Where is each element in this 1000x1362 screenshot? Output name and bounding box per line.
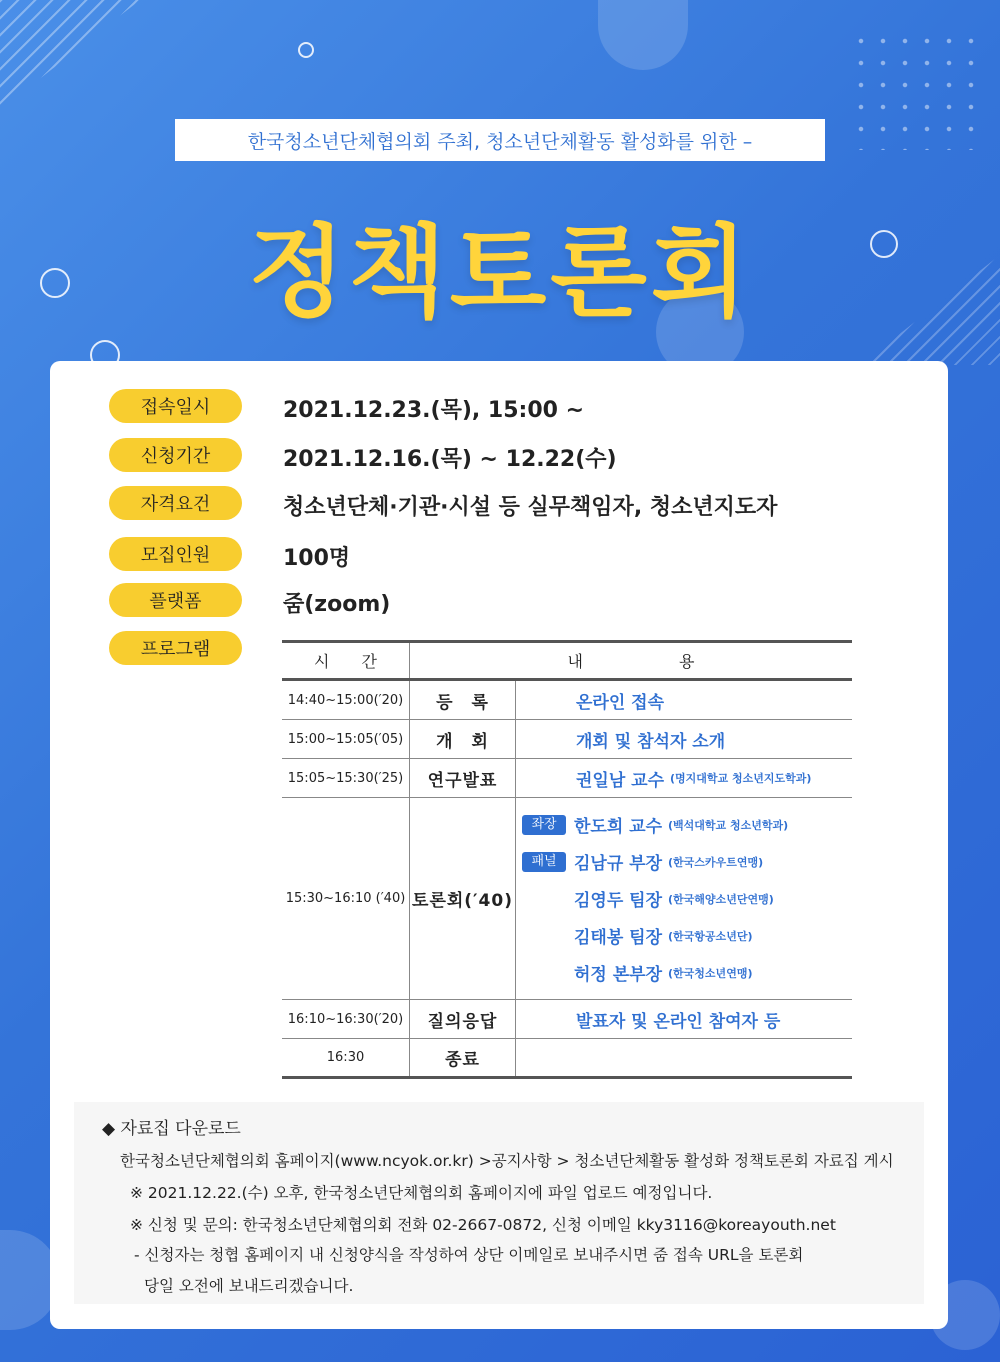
header-content: 내 용 (567, 652, 695, 671)
panel-member (522, 917, 788, 954)
table-row (282, 1039, 852, 1076)
info-row-capacity (109, 537, 242, 571)
header-time: 시 간 (282, 643, 410, 678)
label-pill: 신청기간 (109, 438, 242, 472)
info-card (50, 361, 948, 1329)
decorative-stripes (0, 0, 140, 110)
notes-line: - 신청자는 청협 홈페이지 내 신청양식을 작성하여 상단 이메일로 보내주시면 줌 접속 URL을 토론회 (134, 1246, 804, 1264)
notes-line: ※ 신청 및 문의: 한국청소년단체협의회 전화 02-2667-0872, 신청 이메일 kky3116@koreayouth.net (130, 1216, 836, 1234)
member-name: 한도희 교수 (574, 817, 663, 837)
info-value-period: 2021.12.16.(목) ~ 12.22(수) (283, 447, 617, 472)
table-row (282, 1000, 852, 1039)
row-content: 발표자 및 온라인 참여자 등 (576, 1011, 781, 1032)
label-pill: 플랫폼 (109, 583, 242, 617)
presenter-affiliation: (명지대학교 청소년지도학과) (670, 772, 812, 785)
row-time: 16:10~16:30(′20) (282, 1000, 410, 1038)
decorative-ring (298, 42, 314, 58)
member-affiliation: (한국항공소년단) (668, 929, 753, 943)
info-row-program (109, 631, 242, 665)
member-name: 허정 본부장 (574, 965, 663, 985)
notes-line: 한국청소년단체협의회 홈페이지(www.ncyok.or.kr) >공지사항 > 청소년단체활동 활성화 정책토론회 자료집 게시 (120, 1152, 894, 1170)
row-content: 온라인 접속 (576, 692, 665, 713)
subtitle-text: 한국청소년단체협의회 주최, 청소년단체활동 활성화를 위한 – (247, 130, 753, 153)
member-affiliation: (한국청소년연맹) (668, 966, 753, 980)
info-value-eligibility: 청소년단체·기관·시설 등 실무책임자, 청소년지도자 (283, 495, 778, 520)
info-row-platform (109, 583, 242, 617)
subtitle-banner (175, 119, 825, 161)
page-title: 정책토론회 (248, 214, 752, 331)
info-row-eligibility (109, 486, 242, 520)
row-kind: 개 회 (410, 720, 516, 758)
member-affiliation: (한국스카우트연맹) (668, 855, 764, 869)
label-pill: 프로그램 (109, 631, 242, 665)
info-row-period (109, 438, 242, 472)
table-row (282, 681, 852, 720)
panel-member (522, 843, 788, 880)
member-affiliation: (한국해양소년단연맹) (668, 892, 774, 906)
row-time: 16:30 (282, 1039, 410, 1076)
member-name: 김남규 부장 (574, 854, 663, 874)
info-row-datetime (109, 389, 242, 423)
role-tag: 패널 (522, 852, 566, 872)
label-pill: 모집인원 (109, 537, 242, 571)
decorative-dot-grid (850, 30, 980, 150)
label-pill: 자격요건 (109, 486, 242, 520)
row-time: 15:00~15:05(′05) (282, 720, 410, 758)
label-pill: 접속일시 (109, 389, 242, 423)
member-affiliation: (백석대학교 청소년학과) (668, 818, 789, 832)
info-value-datetime: 2021.12.23.(목), 15:00 ~ (283, 398, 585, 423)
member-name: 김영두 팀장 (574, 891, 663, 911)
role-tag: 좌장 (522, 815, 566, 835)
decorative-circle (598, 0, 688, 70)
member-name: 김태봉 팀장 (574, 928, 663, 948)
row-time: 15:05~15:30(′25) (282, 759, 410, 797)
info-value-platform: 줌(zoom) (283, 592, 391, 617)
row-content (516, 759, 852, 797)
row-content: 개회 및 참석자 소개 (576, 731, 726, 752)
program-table (282, 640, 852, 1079)
presenter-name: 권일남 교수 (576, 770, 665, 791)
row-kind: 등 록 (410, 681, 516, 719)
notes-box (74, 1102, 924, 1304)
notes-line: ※ 2021.12.22.(수) 오후, 한국청소년단체협의회 홈페이지에 파일 업로드 예정입니다. (130, 1184, 713, 1202)
panel-list (516, 798, 788, 999)
row-kind: 질의응답 (410, 1000, 516, 1038)
row-content (516, 1039, 852, 1076)
row-time: 15:30~16:10 (′40) (282, 798, 410, 999)
row-kind: 종료 (410, 1039, 516, 1076)
notes-line: 당일 오전에 보내드리겠습니다. (144, 1277, 354, 1295)
table-header (282, 643, 852, 681)
notes-heading: ◆ 자료집 다운로드 (102, 1119, 241, 1139)
info-value-capacity: 100명 (283, 546, 351, 571)
row-kind: 연구발표 (410, 759, 516, 797)
panel-member (522, 954, 788, 991)
table-row (282, 759, 852, 798)
table-row (282, 798, 852, 1000)
panel-member (522, 806, 788, 843)
panel-member (522, 880, 788, 917)
row-kind: 토론회(′40) (410, 798, 516, 999)
table-row (282, 720, 852, 759)
row-time: 14:40~15:00(′20) (282, 681, 410, 719)
